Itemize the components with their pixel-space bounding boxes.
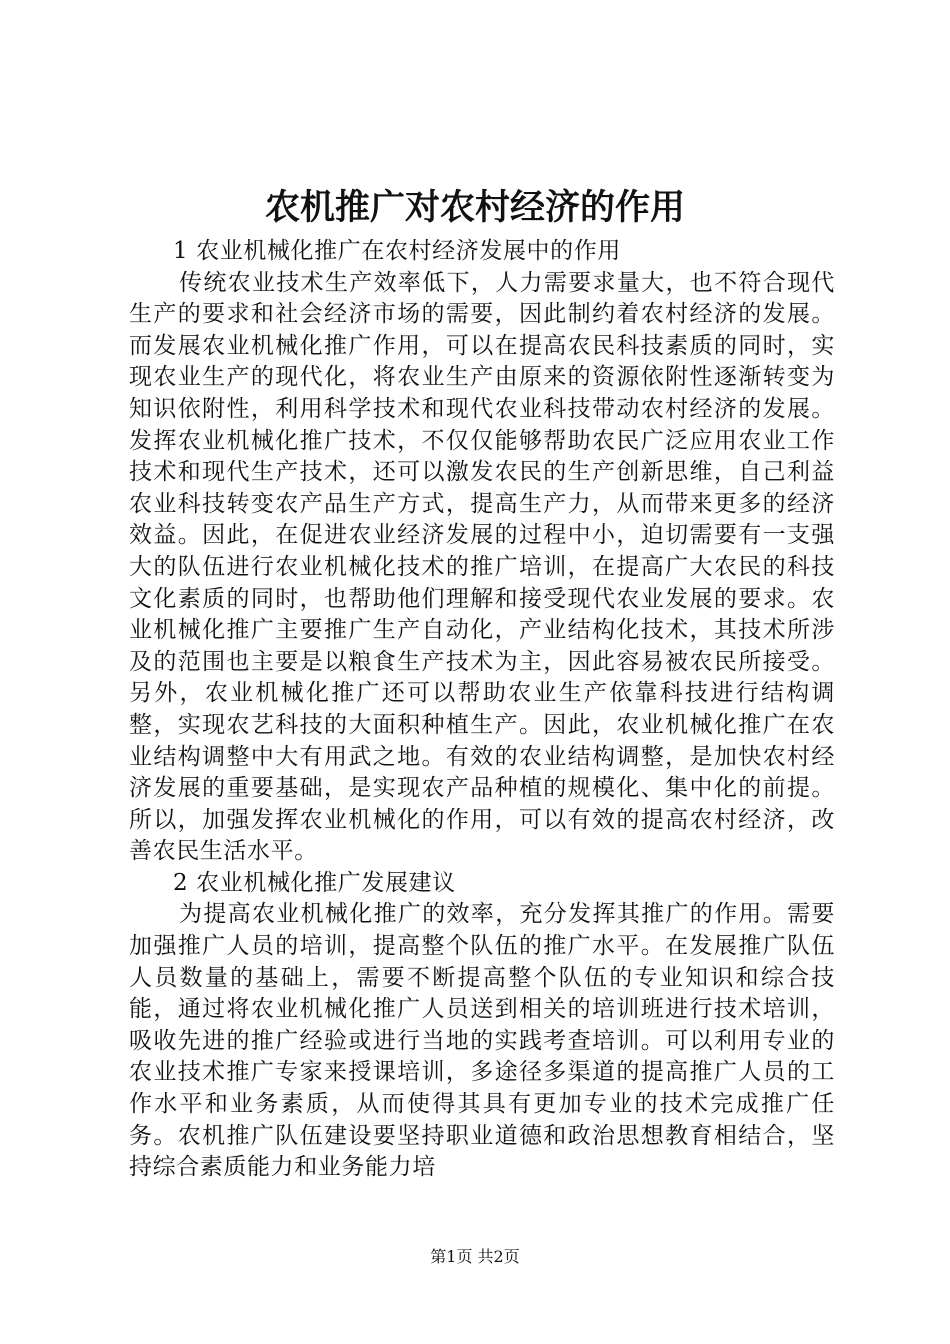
section-paragraph-2: 为提高农业机械化推广的效率，充分发挥其推广的作用。需要加强推广人员的培训，提高整个队伍的推广水平。在发展推广队伍人员数量的基础上，需要不断提高整个队伍的专业知识和综合技能，通过将农业机械化推广人员送到相关的培训班进行技术培训，吸收先进的推广经验或进行当地的实践考查培训。可以利用专业的农业技术推广专家来授课培训，多途径多渠道的提高推广人员的工作水平和业务素质，从而使得其具有更加专业的技术完成推广任务。农机推广队伍建设要坚持职业道德和政治思想教育相结合，坚持综合素质能力和业务能力培	[129, 901, 835, 1181]
document-body	[129, 236, 835, 1184]
document-title: 农机推广对农村经济的作用	[264, 188, 685, 228]
section-paragraph-1: 传统农业技术生产效率低下，人力需要求量大，也不符合现代生产的要求和社会经济市场的需要，因此制约着农村经济的发展。而发展农业机械化推广作用，可以在提高农民科技素质的同时，实现农业生产的现代化，将农业生产由原来的资源依附性逐渐转变为知识依附性，利用科学技术和现代农业科技带动农村经济的发展。发挥农业机械化推广技术，不仅仅能够帮助农民广泛应用农业工作技术和现代生产技术，还可以激发农民的生产创新思维，自己利益农业科技转变农产品生产方式，提高生产力，从而带来更多的经济效益。因此，在促进农业经济发展的过程中小，迫切需要有一支强大的队伍进行农业机械化技术的推广培训，在提高广大农民的科技文化素质的同时，也帮助他们理解和接受现代农业发展的要求。农业机械化推广主要推广生产自动化，产业结构化技术，其技术所涉及的范围也主要是以粮食生产技术为主，因此容易被农民所接受。另外，农业机械化推广还可以帮助农业生产依靠科技进行结构调整，实现农艺科技的大面积种植生产。因此，农业机械化推广在农业结构调整中大有用武之地。有效的农业结构调整，是加快农村经济发展的重要基础，是实现农产品种植的规模化、集中化的前提。所以，加强发挥农业机械化的作用，可以有效的提高农村经济，改善农民生活水平。	[129, 269, 835, 865]
page-footer: 第1页 共2页	[430, 1247, 520, 1266]
section-heading-2: 2 农业机械化推广发展建议	[173, 869, 456, 896]
section-heading-1: 1 农业机械化推广在农村经济发展中的作用	[173, 238, 621, 264]
